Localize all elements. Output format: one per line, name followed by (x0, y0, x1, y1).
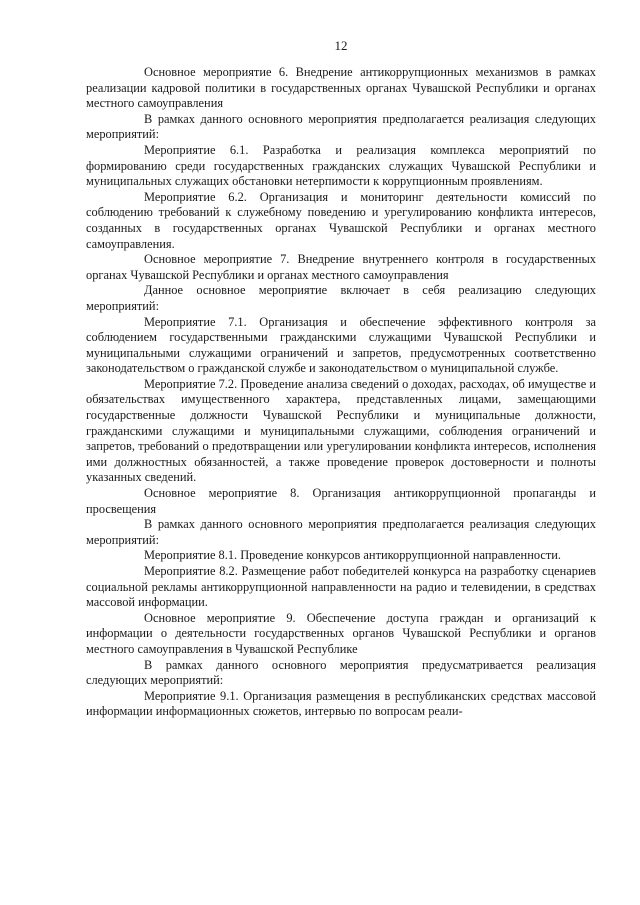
paragraph-activity-6-1: Мероприятие 6.1. Разработка и реализация комплекса мероприятий по формированию среди государственных гражданских служащих Чувашской Республики и муниципальных служащих обстановки нетерпимости к коррупционным проявлениям. (86, 142, 596, 189)
document-body (86, 65, 596, 720)
paragraph-activity-7-1: Мероприятие 7.1. Организация и обеспечение эффективного контроля за соблюдением государственными гражданскими служащими Чувашской Республики и муниципальными служащими ограничений и запретов, предусмотренных соответственно законодательством о гражданской службе и законодательством о муниципальной службе. (86, 314, 596, 376)
paragraph-activity-7-2: Мероприятие 7.2. Проведение анализа сведений о доходах, расходах, об имуществе и обязательствах имущественного характера, представленных лицами, замещающими государственные должности Чувашской Республики и муниципальные должности, гражданскими служащими и муниципальными служащими, соблюдения ограничений и запретов, требований о предотвращении или урегулировании конфликта интересов, исполнения ими должностных обязанностей, а также проведение проверок достоверности и полноты указанных сведений. (86, 376, 596, 485)
paragraph-intro-7: Данное основное мероприятие включает в себя реализацию следующих мероприятий: (86, 283, 596, 313)
paragraph-intro-8: В рамках данного основного мероприятия предполагается реализация следующих мероприятий: (86, 517, 596, 547)
paragraph-main-activity-7: Основное мероприятие 7. Внедрение внутреннего контроля в государственных органах Чувашской Республики и органах местного самоуправления (86, 252, 596, 282)
paragraph-main-activity-6: Основное мероприятие 6. Внедрение антикоррупционных механизмов в рамках реализации кадровой политики в государственных органах Чувашской Республики и органах местного самоуправления (86, 65, 596, 111)
paragraph-activity-9-1: Мероприятие 9.1. Организация размещения в республиканских средствах массовой информации информационных сюжетов, интервью по вопросам реали- (86, 688, 596, 719)
paragraph-activity-8-2: Мероприятие 8.2. Размещение работ победителей конкурса на разработку сценариев социальной рекламы антикоррупционной направленности на радио и телевидении, в средствах массовой информации. (86, 564, 596, 610)
paragraph-main-activity-8: Основное мероприятие 8. Организация антикоррупционной пропаганды и просвещения (86, 486, 596, 516)
paragraph-main-activity-9: Основное мероприятие 9. Обеспечение доступа граждан и организаций к информации о деятельности государственных органов Чувашской Республики и органов местного самоуправления в Чувашской Республике (86, 610, 596, 656)
paragraph-intro-6: В рамках данного основного мероприятия предполагается реализация следующих мероприятий: (86, 111, 596, 142)
paragraph-intro-9: В рамках данного основного мероприятия предусматривается реализация следующих мероприятий: (86, 657, 596, 688)
page-number: 12 (334, 38, 348, 53)
paragraph-activity-8-1: Мероприятие 8.1. Проведение конкурсов антикоррупционной направленности. (144, 548, 561, 563)
paragraph-activity-6-2: Мероприятие 6.2. Организация и мониторинг деятельности комиссий по соблюдению требований к служебному поведению и урегулированию конфликта интересов, созданных в государственных органах Чувашской Республики и органах местного самоуправления. (86, 189, 596, 251)
